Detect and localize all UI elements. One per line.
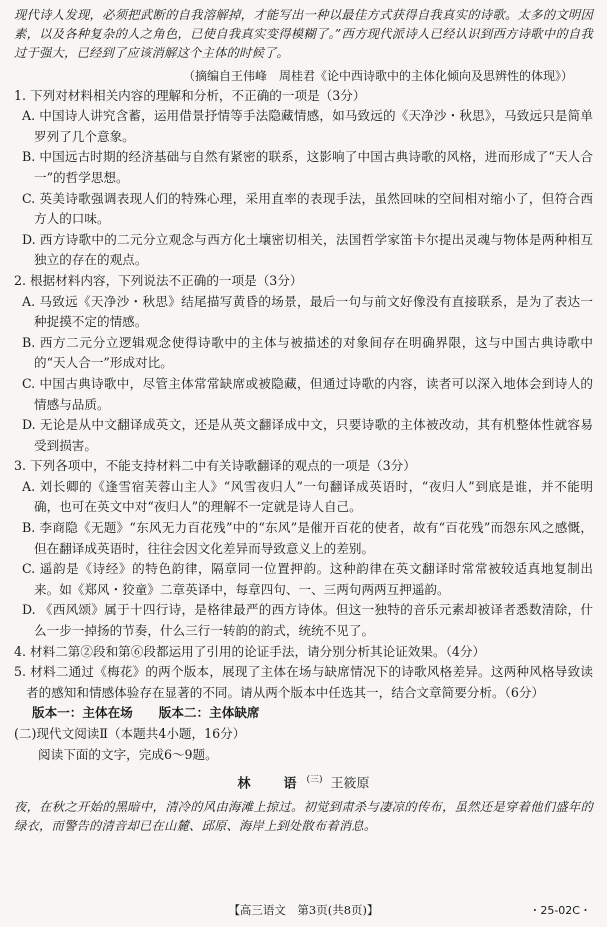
option-d: D. 无论是从中文翻译成英文，还是从英文翻译成中文，只要诗歌的主体被改动，其有机整体性就容易受到损害。 (22, 417, 593, 453)
option-d: D. 西方诗歌中的二元分立观念与西方化土壤密切相关，法国哲学家笛卡尔提出灵魂与物体是两种相互独立的存在的观点。 (22, 231, 593, 268)
source-citation: （摘编自王伟峰 周桂君《论中西诗歌中的主体化倾向及思辨性的体现》） (182, 68, 573, 83)
story-title: 林 语 (237, 776, 307, 792)
question-3 (14, 456, 593, 641)
story-text: 夜，在秋之开始的黑暗中，清冷的风由海滩上掠过。初觉到肃杀与凄凉的传布，虽然还是穿着他们盛年的绿衣，而警告的清音却已在山麓、邱原、海岸上到处散布着消息。 (14, 799, 593, 834)
section-heading: (二)现代文阅读Ⅱ（本题共4小题，16分） (14, 726, 246, 742)
option-c: C. 中国古典诗歌中，尽管主体常常缺席或被隐藏，但通过诗歌的内容，读者可以深入地体会到诗人的情感与品质。 (22, 375, 593, 412)
option-c: C. 遥韵是《诗经》的特色韵律，隔章同一位置押韵。这种韵律在英文翻译时常常被较适真地复制出来。如《郑风・狡童》二章英译中，每章四句、一、三两句两两互押遥韵。 (22, 561, 593, 597)
intro-paragraph: 现代诗人发现，必须把武断的自我溶解掉，才能写出一种以最佳方式获得自我真实的诗歌。太多的文明因素，以及各种复杂的人之角色，已使自我真实变得模糊了。”西方现代派诗人已经认识到西方诗歌中的自我过于强大，已经到了应该消解这个主体的时候了。 (14, 8, 593, 61)
story-note: (三) (306, 775, 323, 786)
option-b: B. 李商隐《无题》“东风无力百花残”中的“东风”是催开百花的使者，故有“百花残”而怨东风之感慨，但在翻译成英语时，往往会因文化差异而导致意义上的差别。 (22, 520, 593, 556)
version-labels (32, 703, 593, 724)
option-a: A. 刘长卿的《逢雪宿芙蓉山主人》“风雪夜归人”一句翻译成英语时，“夜归人”到底是谁，并不能明确，也可在英文中对“夜归人”的理解不一定就是诗人自己。 (22, 478, 593, 515)
footer-code: ・25-02C・ (529, 904, 591, 917)
story-author: 王筱原 (330, 776, 370, 792)
question-2 (14, 271, 593, 456)
story-title-row (14, 769, 593, 795)
page-footer (0, 902, 607, 918)
option-b: B. 西方二元分立逻辑观念使得诗歌中的主体与被描述的对象间存在明确界限，这与中国古典诗歌中的“天人合一”形成对比。 (22, 334, 593, 371)
question-stem: 1. 下列对材料相关内容的理解和分析，不正确的一项是（3分） (14, 87, 366, 103)
question-1 (14, 86, 593, 271)
question-stem: 3. 下列各项中，不能支持材料二中有关诗歌翻译的观点的一项是（3分） (14, 458, 416, 474)
version-one-label: 版本一：主体在场 (32, 705, 133, 721)
option-b: B. 中国远古时期的经济基础与自然有紧密的联系，这影响了中国古典诗歌的风格，进而形成了“天人合一”的哲学思想。 (22, 149, 593, 185)
option-a: A. 中国诗人讲究含蓄，运用借景抒情等手法隐藏情感，如马致远的《天净沙・秋思》，马致远只是简单罗列了几个意象。 (22, 108, 593, 144)
question-stem: 2. 根据材料内容，下列说法不正确的一项是（3分） (14, 272, 303, 288)
question-stem: 5. 材料二通过《梅花》的两个版本，展现了主体在场与缺席情况下的诗歌风格差异。这两种风格导致读者的感知和情感体验存在显著的不同。请从两个版本中任选其一，结合文章简要分析。（6分） (14, 664, 593, 700)
option-a: A. 马致远《天净沙・秋思》结尾描写黄昏的场景，最后一句与前文好像没有直接联系，是为了表达一种捉摸不定的情感。 (22, 293, 593, 330)
option-d: D. 《西风颂》属于十四行诗，是格律最严的西方诗体。但这一独特的音乐元素却被译者悉数清除，什么一步一掉扬的节奏，什么三行一转韵的韵式，统统不见了。 (22, 602, 593, 639)
question-4: 4. 材料二第②段和第⑥段都运用了引用的论证手法，请分别分析其论证效果。（4分） (14, 643, 486, 659)
version-two-label: 版本二：主体缺席 (158, 705, 260, 721)
question-5 (14, 662, 593, 724)
footer-label: 【高三语文 第3页(共8页)】 (228, 903, 379, 917)
section-instruction: 阅读下面的文字，完成6～9题。 (38, 746, 218, 762)
option-c: C. 英美诗歌强调表现人们的特殊心理，采用直率的表现手法，虽然回味的空间相对缩小了，但符合西方人的口味。 (22, 190, 593, 227)
